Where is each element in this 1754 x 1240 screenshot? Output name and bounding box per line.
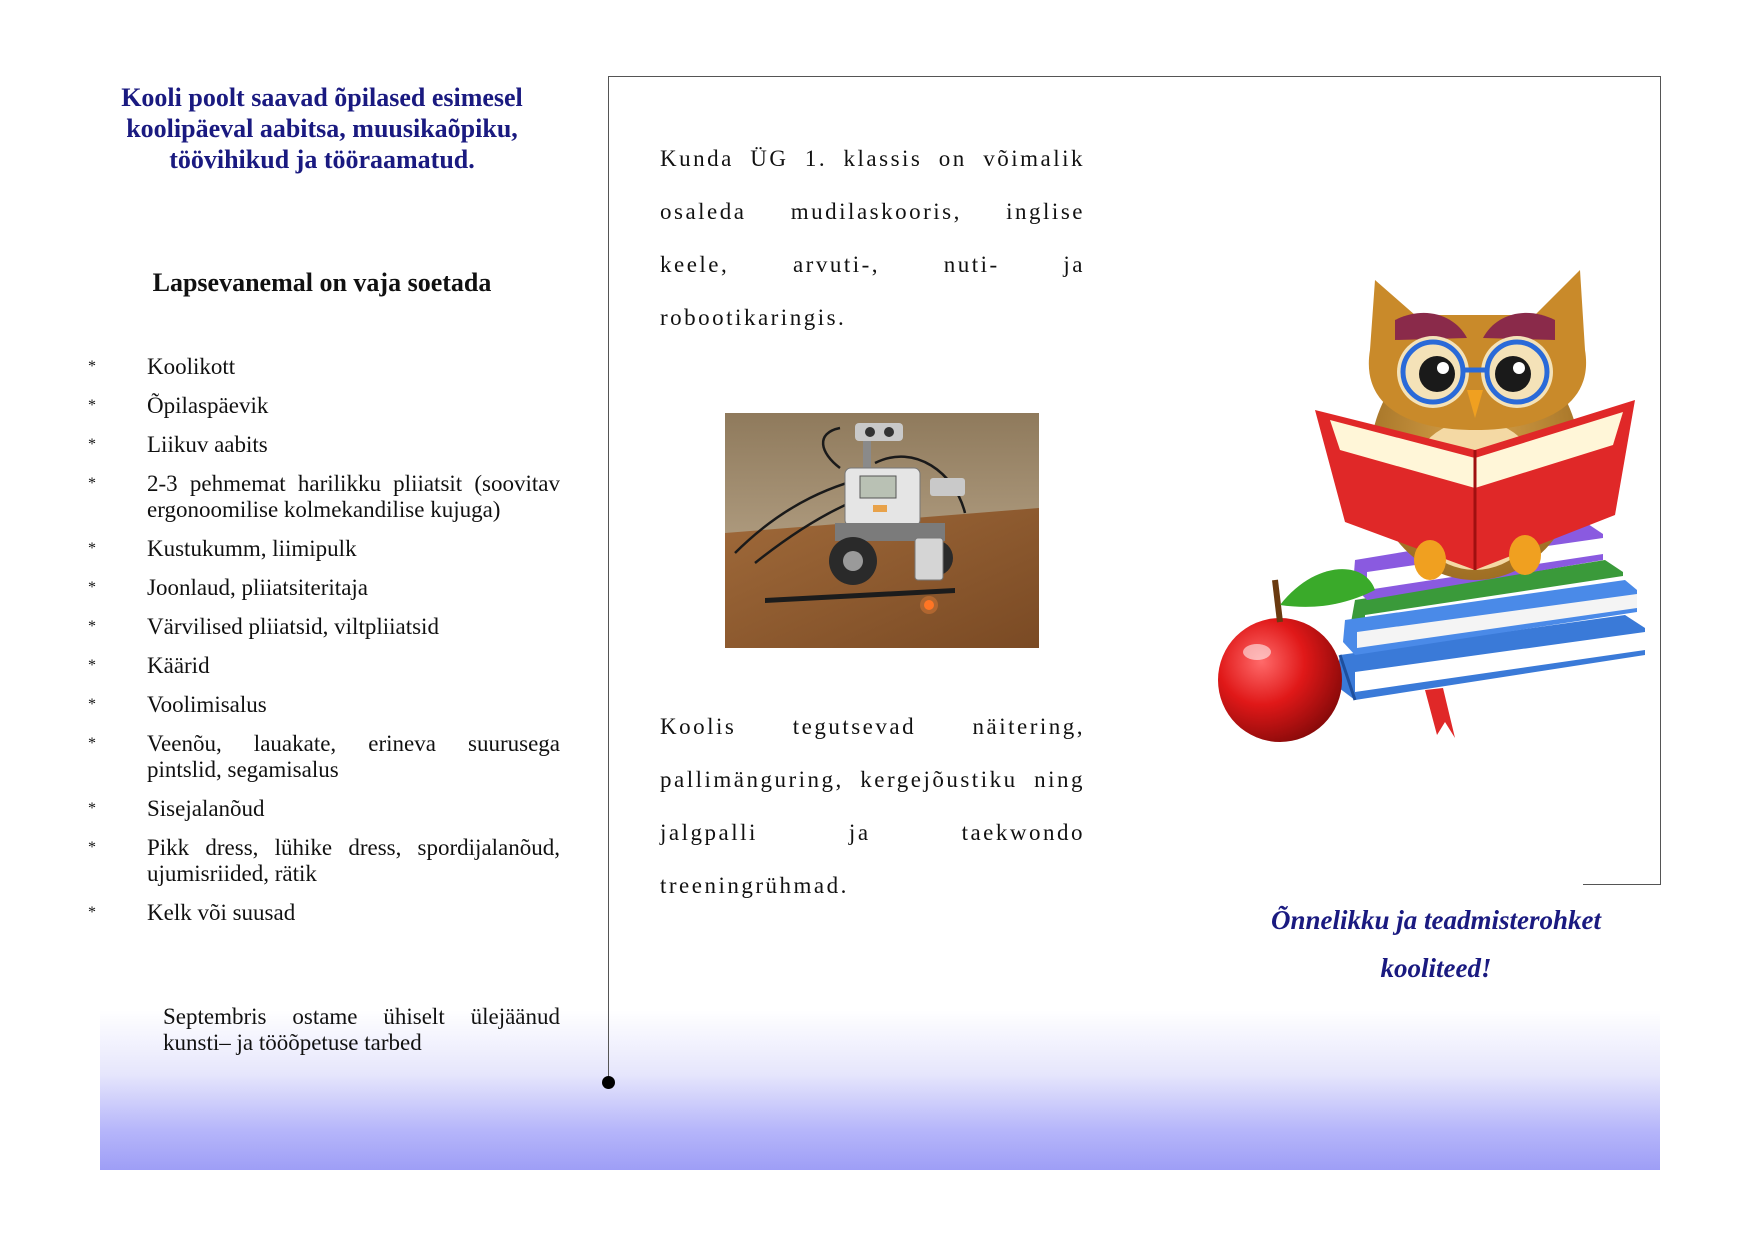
- supply-item: [88, 575, 560, 601]
- supply-item: [88, 692, 560, 718]
- supply-item: [88, 835, 560, 887]
- closing-line-2: kooliteed!: [1380, 953, 1492, 983]
- supply-item: [88, 653, 560, 679]
- bullet-asterisk-icon: *: [88, 618, 96, 635]
- bullet-asterisk-icon: *: [88, 904, 96, 921]
- panel-frame-bottom: [1583, 884, 1661, 885]
- supply-item: [88, 900, 560, 926]
- supply-item: [88, 393, 560, 419]
- owl-reading-illustration: [1205, 260, 1665, 790]
- activities-paragraph: Kunda ÜG 1. klassis on võimalik osaleda mudilaskooris, inglise keele, arvuti-, nuti- ja robootikaringis.: [660, 146, 1085, 330]
- frame-dot: [602, 1076, 615, 1089]
- supply-item-label: Käärid: [147, 653, 210, 678]
- supplies-note: Septembris ostame ühiselt ülejäänud kunsti– ja tööõpetuse tarbed: [163, 1004, 560, 1055]
- supply-item-label: Pikk dress, lühike dress, spordijalanõud, ujumisriided, rätik: [147, 835, 560, 886]
- closing-message: [1210, 896, 1662, 992]
- closing-line-1: Õnnelikku ja teadmisterohket: [1270, 905, 1602, 935]
- supply-item-label: Kustukumm, liimipulk: [147, 536, 357, 561]
- trainings-paragraph: Koolis tegutsevad näitering, pallimänguring, kergejõustiku ning jalgpalli ja taekwondo treeningrühmad.: [660, 714, 1085, 898]
- supply-item: [88, 731, 560, 783]
- supply-item-label: Värvilised pliiatsid, viltpliiatsid: [147, 614, 439, 639]
- bullet-asterisk-icon: *: [88, 358, 96, 375]
- panel-frame-top: [608, 76, 1661, 77]
- supply-item: [88, 614, 560, 640]
- supplies-heading: Lapsevanemal on vaja soetada: [152, 268, 492, 297]
- supply-item: [88, 354, 560, 380]
- panel-frame-left: [608, 76, 609, 1082]
- bullet-asterisk-icon: *: [88, 579, 96, 596]
- bullet-asterisk-icon: *: [88, 800, 96, 817]
- supply-item: [88, 432, 560, 458]
- supply-item-label: Sisejalanõud: [147, 796, 265, 821]
- supply-item-label: Õpilaspäevik: [147, 393, 269, 418]
- supplies-list: [88, 354, 560, 939]
- bullet-asterisk-icon: *: [88, 735, 96, 752]
- supply-item-label: Joonlaud, pliiatsiteritaja: [147, 575, 369, 600]
- supply-item: [88, 796, 560, 822]
- supply-item-label: Koolikott: [147, 354, 236, 379]
- supply-item: [88, 471, 560, 523]
- supply-item-label: Kelk või suusad: [147, 900, 296, 925]
- supply-item-label: Voolimisalus: [147, 692, 267, 717]
- supply-item: [88, 536, 560, 562]
- robot-photo: [725, 413, 1039, 648]
- supply-item-label: Liikuv aabits: [147, 432, 268, 457]
- bullet-asterisk-icon: *: [88, 696, 96, 713]
- bullet-asterisk-icon: *: [88, 657, 96, 674]
- bullet-asterisk-icon: *: [88, 839, 96, 856]
- bullet-asterisk-icon: *: [88, 397, 96, 414]
- supply-item-label: Veenõu, lauakate, erineva suurusega pintslid, segamisalus: [147, 731, 560, 782]
- bullet-asterisk-icon: *: [88, 436, 96, 453]
- bullet-asterisk-icon: *: [88, 540, 96, 557]
- intro-heading: Kooli poolt saavad õpilased esimesel koolipäeval aabitsa, muusikaõpiku, töövihikud ja tööraamatud.: [121, 83, 523, 174]
- supply-item-label: 2-3 pehmemat harilikku pliiatsit (soovitav ergonoomilise kolmekandilise kujuga): [147, 471, 560, 522]
- bullet-asterisk-icon: *: [88, 475, 96, 492]
